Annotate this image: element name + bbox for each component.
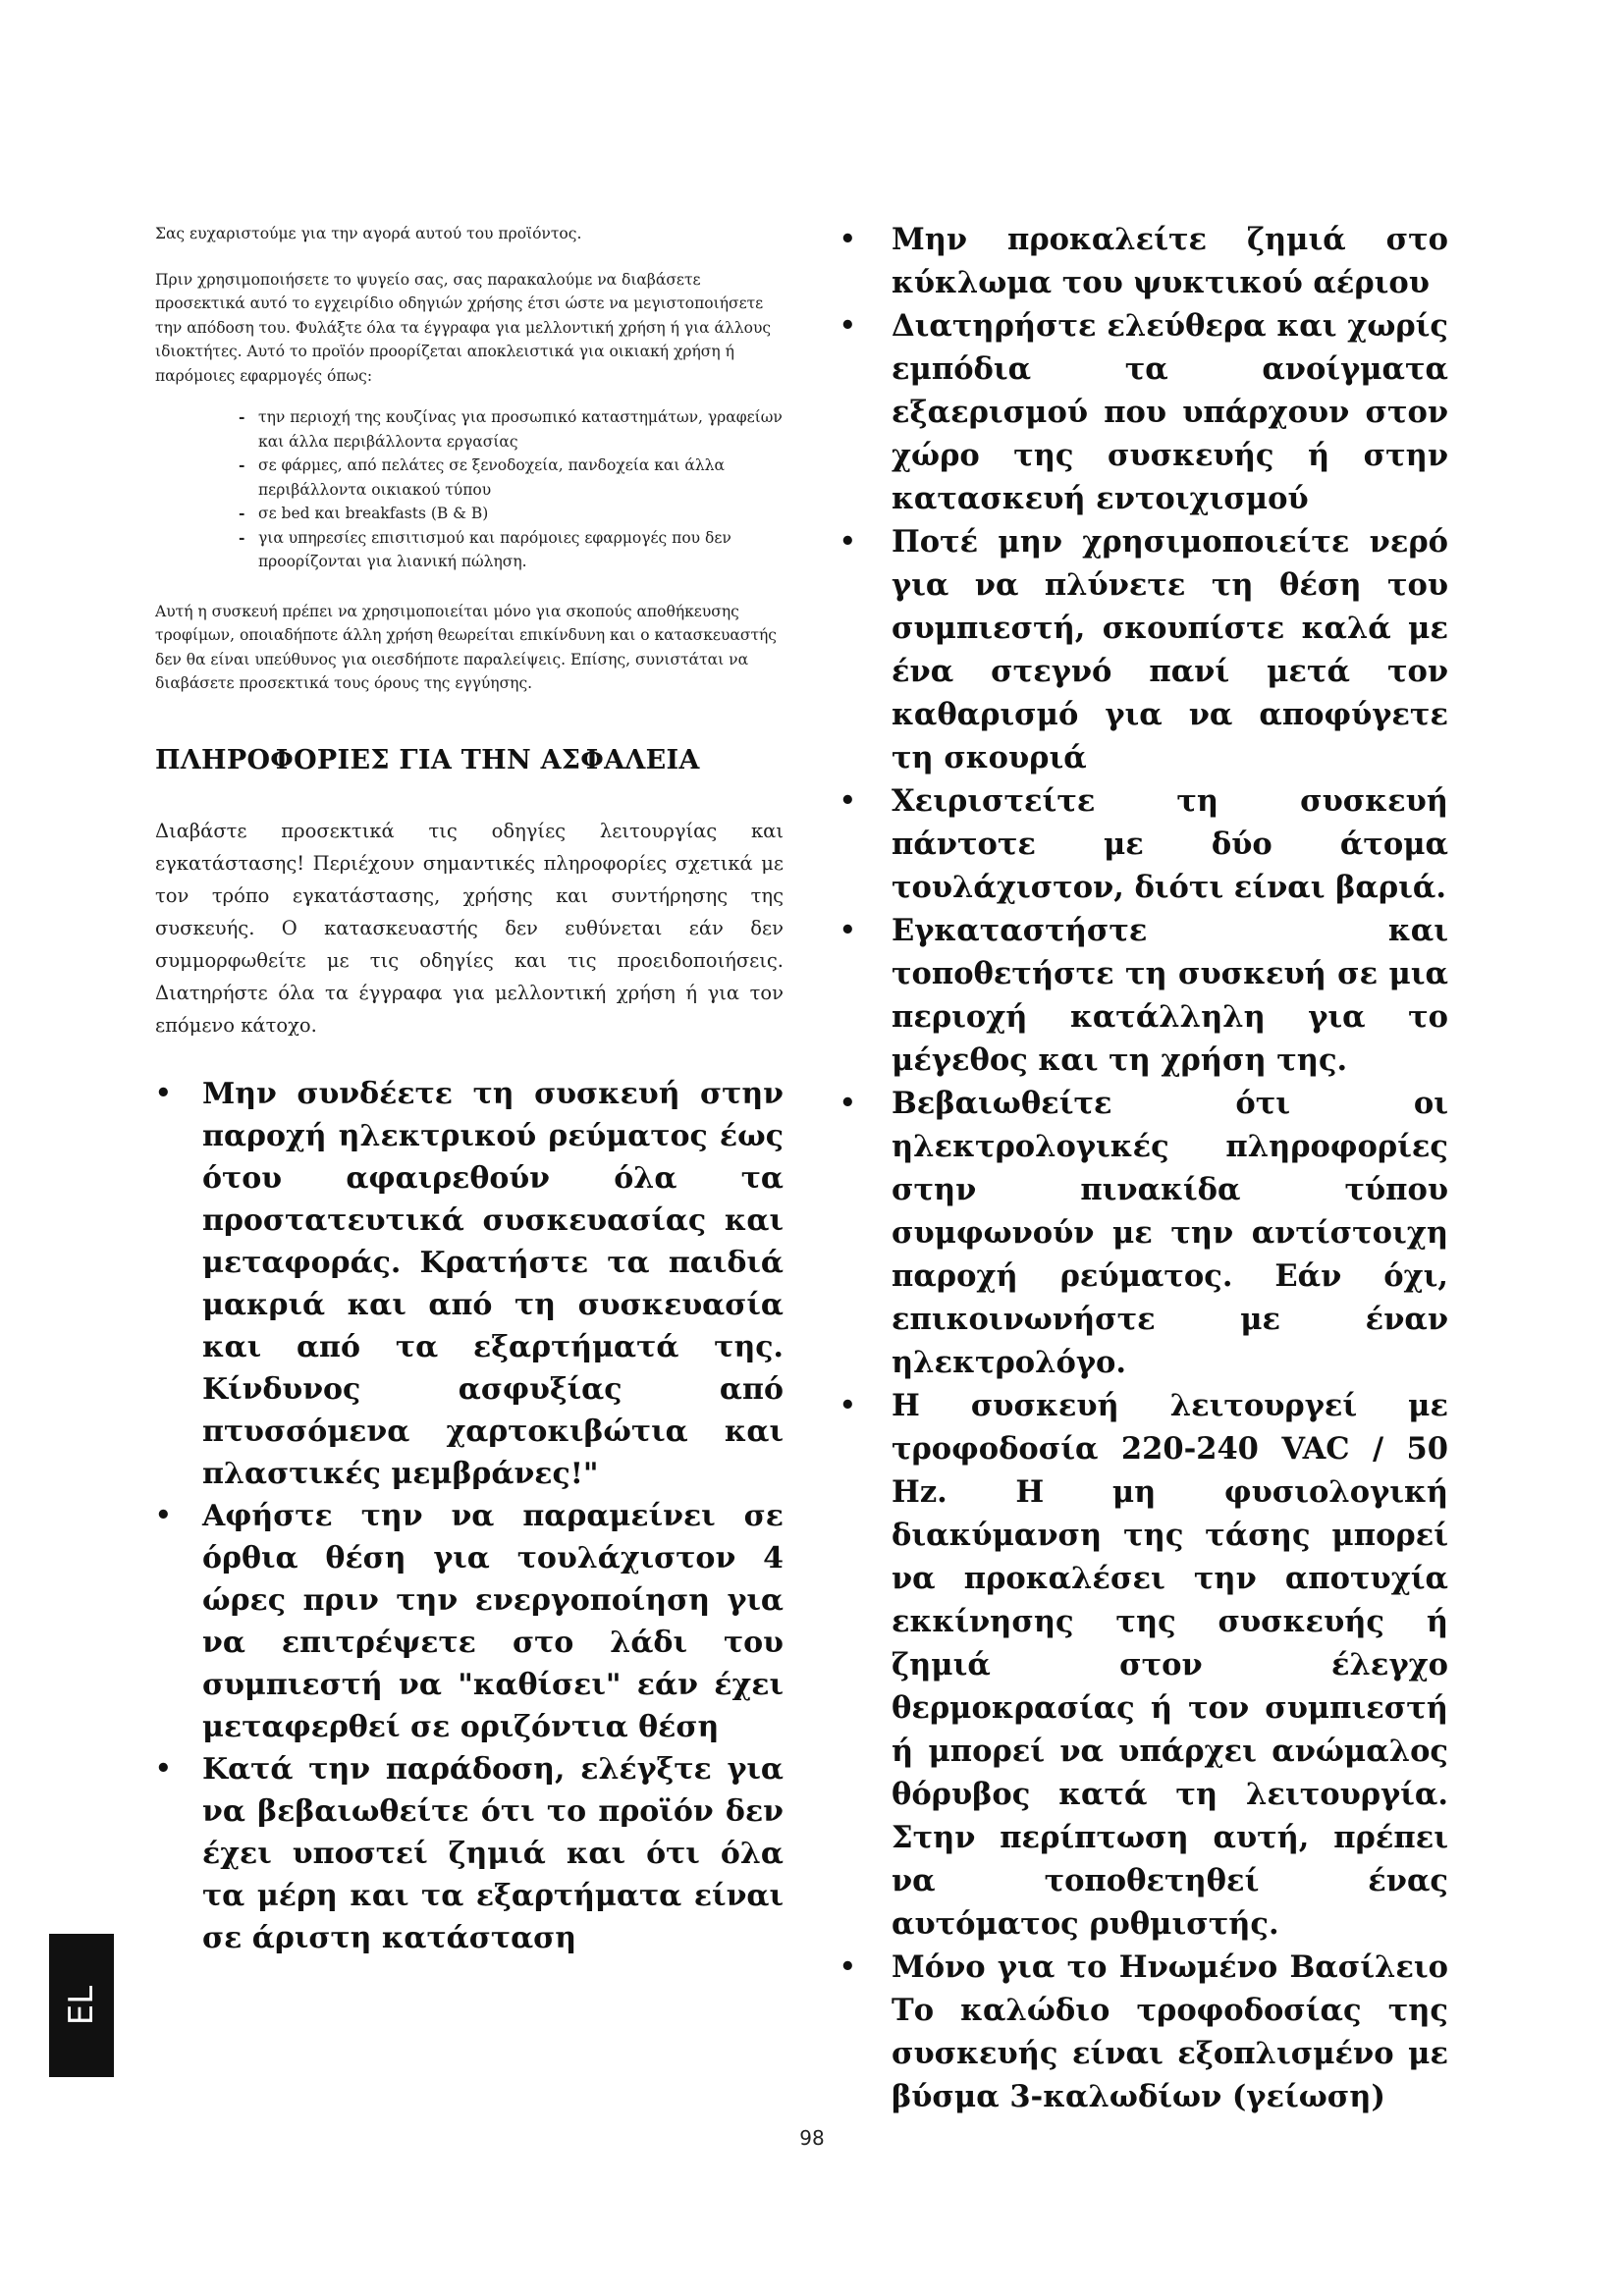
usage-item: - σε φάρμες, από πελάτες σε ξενοδοχεία, πανδοχεία και άλλα περιβάλλοντα οικιακού τύπου <box>239 454 784 502</box>
right-column <box>839 218 1448 2118</box>
usage-item: - την περιοχή της κουζίνας για προσωπικό καταστημάτων, γραφείων και άλλα περιβάλλοντα εργασίας <box>239 405 784 454</box>
safety-bullet: • Μην συνδέετε τη συσκευή στην παροχή ηλεκτρικού ρεύματος έως ότου αφαιρεθούν όλα τα προστατευτικά συσκευασίας και μεταφοράς. Κρατήστε τα παιδιά μακριά και από τη συσκευασία και από τα εξαρτήματά της. Κίνδυνος ασφυξίας από πτυσσόμενα χαρτοκιβώτια και πλαστικές μεμβράνες!" <box>155 1073 784 1495</box>
left-column <box>155 222 784 1959</box>
safety-bullet: • Εγκαταστήστε και τοποθετήστε τη συσκευή σε μια περιοχή κατάλληλη για το μέγεθος και τη χρήση της. <box>839 909 1448 1082</box>
right-safety-list <box>839 218 1448 2118</box>
safety-bullet: • Διατηρήστε ελεύθερα και χωρίς εμπόδια τα ανοίγματα εξαερισμού που υπάρχουν στον χώρο της συσκευής ή στην κατασκευή εντοιχισμού <box>839 304 1448 520</box>
safety-heading: ΠΛΗΡΟΦΟΡΙΕΣ ΓΙΑ ΤΗΝ ΑΣΦΑΛΕΙΑ <box>155 744 700 775</box>
language-code: EL <box>62 1985 101 2026</box>
safety-bullet: • Μην προκαλείτε ζημιά στο κύκλωμα του ψυκτικού αέριου <box>839 218 1448 304</box>
purpose-paragraph: Αυτή η συσκευή πρέπει να χρησιμοποιείται μόνο για σκοπούς αποθήκευσης τροφίμων, οποιαδήποτε άλλη χρήση θεωρείται επικίνδυνη και ο κατασκευαστής δεν θα είναι υπεύθυνος για οιεσδήποτε παραλείψεις. Επίσης, συνιστάται να διαβάσετε προσεκτικά τους όρους της εγγύησης. <box>155 602 777 692</box>
intro-paragraph: Πριν χρησιμοποιήσετε το ψυγείο σας, σας παρακαλούμε να διαβάσετε προσεκτικά αυτό το εγχειρίδιο οδηγιών χρήσης έτσι ώστε να μεγιστοποιήσετε την απόδοση του. Φυλάξτε όλα τα έγγραφα για μελλοντική χρήση ή για άλλους ιδιοκτήτες. Αυτό το προϊόν προορίζεται αποκλειστικά για οικιακή χρήση ή παρόμοιες εφαρμογές όπως: <box>155 270 772 385</box>
page-number: 98 <box>799 2126 825 2150</box>
safety-bullet: • Κατά την παράδοση, ελέγξτε για να βεβαιωθείτε ότι το προϊόν δεν έχει υποστεί ζημιά και ότι όλα τα μέρη και τα εξαρτήματα είναι σε άριστη κατάσταση <box>155 1748 784 1959</box>
safety-paragraph: Διαβάστε προσεκτικά τις οδηγίες λειτουργίας και εγκατάστασης! Περιέχουν σημαντικές πληροφορίες σχετικά με τον τρόπο εγκατάστασης, χρήσης και συντήρησης της συσκευής. Ο κατασκευαστής δεν ευθύνεται εάν δεν συμμορφωθείτε με τις οδηγίες και τις προειδοποιήσεις. Διατηρήστε όλα τα έγγραφα για μελλοντική χρήση ή για τον επόμενο κάτοχο. <box>155 819 784 1037</box>
safety-bullet: • Χειριστείτε τη συσκευή πάντοτε με δύο άτομα τουλάχιστον, διότι είναι βαριά. <box>839 779 1448 909</box>
thanks-text: Σας ευχαριστούμε για την αγορά αυτού του προϊόντος. <box>155 225 582 242</box>
usage-list <box>155 405 784 574</box>
safety-bullet: • Αφήστε την να παραμείνει σε όρθια θέση για τουλάχιστον 4 ώρες πριν την ενεργοποίηση για να επιτρέψετε στο λάδι του συμπιεστή να "καθίσει" εάν έχει μεταφερθεί σε οριζόντια θέση <box>155 1495 784 1748</box>
safety-bullet: • Ποτέ μην χρησιμοποιείτε νερό για να πλύνετε τη θέση του συμπιεστή, σκουπίστε καλά με ένα στεγνό πανί μετά τον καθαρισμό για να αποφύγετε τη σκουριά <box>839 520 1448 779</box>
safety-bullet: • Η συσκευή λειτουργεί με τροφοδοσία 220-240 VAC / 50 Hz. Η μη φυσιολογική διακύμανση της τάσης μπορεί να προκαλέσει την αποτυχία εκκίνησης της συσκευής ή ζημιά στον έλεγχο θερμοκρασίας ή τον συμπιεστή ή μπορεί να υπάρχει ανώμαλος θόρυβος κατά τη λειτουργία. Στην περίπτωση αυτή, πρέπει να τοποθετηθεί ένας αυτόματος ρυθμιστής. <box>839 1384 1448 1946</box>
language-tab <box>49 1934 114 2077</box>
safety-bullet: • Βεβαιωθείτε ότι οι ηλεκτρολογικές πληροφορίες στην πινακίδα τύπου συμφωνούν με την αντίστοιχη παροχή ρεύματος. Εάν όχι, επικοινωνήστε με έναν ηλεκτρολόγο. <box>839 1082 1448 1384</box>
left-safety-list <box>155 1073 784 1959</box>
usage-item: - σε bed και breakfasts (B & B) <box>239 502 784 526</box>
safety-bullet: • Μόνο για το Ηνωμένο Βασίλειο Το καλώδιο τροφοδοσίας της συσκευής είναι εξοπλισμένο με βύσμα 3-καλωδίων (γείωση) <box>839 1946 1448 2118</box>
usage-item: - για υπηρεσίες επισιτισμού και παρόμοιες εφαρμογές που δεν προορίζονται για λιανική πώληση. <box>239 526 784 574</box>
